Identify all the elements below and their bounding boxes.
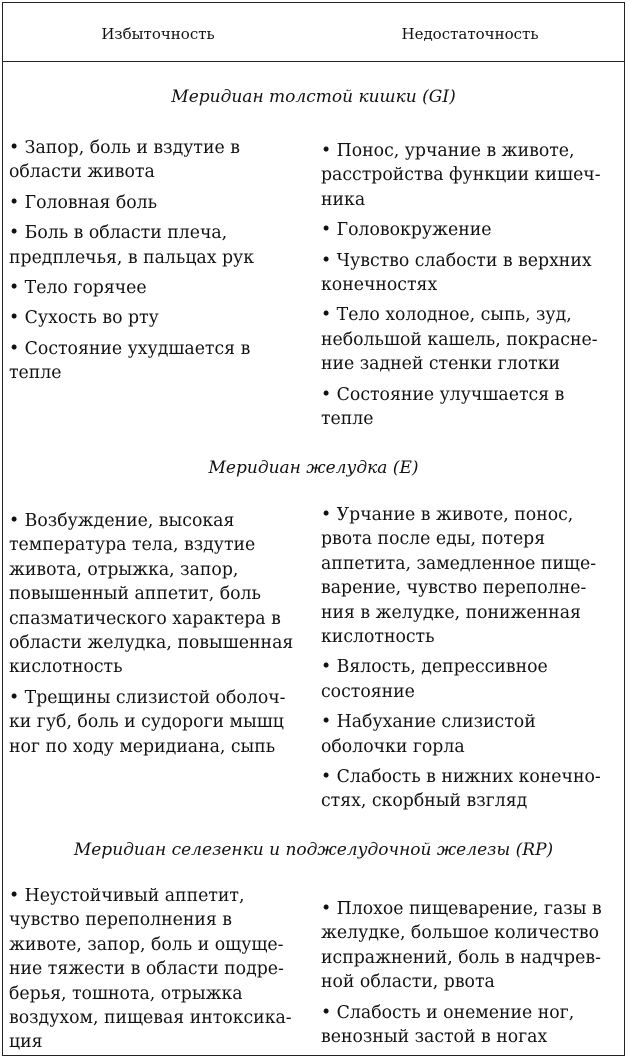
section-3-excess-list [9, 884, 307, 1061]
section-title-stomach: Меридиан желудка (E) [208, 458, 419, 478]
list-item: • Понос, урчание в животе, расстройства функции кишеч- ника [321, 141, 601, 210]
list-item: • Головокружение [321, 220, 492, 241]
list-item: • Состояние улучшается в тепле [321, 384, 565, 430]
header-excess: Избыточность [101, 25, 215, 43]
section-title-large-intestine: Меридиан толстой кишки (GI) [171, 87, 456, 107]
section-2-excess-list [9, 509, 307, 765]
list-item: • Вялость, депрессивное состояние [321, 657, 548, 702]
list-item: • Боль в области плеча, предплечья, в пальцах рук [9, 223, 255, 268]
list-item: • Слабость в нижних конечно- стях, скорбный взгляд [321, 767, 601, 812]
list-item: • Головная боль [9, 192, 158, 213]
header-deficiency: Недостаточность [401, 25, 539, 43]
list-item: • Сухость во рту [9, 308, 159, 329]
list-item: • Плохое пищеварение, газы в желудке, большое количество испражнений, боль в надчрев- ной области, рвота [321, 899, 602, 993]
list-item: • Состояние ухудшается в тепле [9, 338, 251, 384]
list-item: • Тело горячее [9, 278, 147, 299]
table-header [3, 3, 624, 62]
list-item: • Слабость и онемение ног, венозный застой в ногах [321, 1002, 575, 1048]
list-item: • Неустойчивый аппетит, чувство переполнения в животе, запор, боль и ощуще- ние тяжести в области подре- берья, тошнота, отрыжка воздухом, пищевая интоксика- ция [9, 886, 292, 1053]
list-item: • Тело холодное, сыпь, зуд, небольшой кашель, покрасне- ние задней стенки глотки [321, 305, 598, 375]
section-1-deficiency-list [321, 139, 621, 437]
list-item: • Чувство слабости в верхних конечностях [321, 250, 592, 296]
list-item: • Возбуждение, высокая температура тела, вздутие живота, отрыжка, запор, повышенный аппетит, боль спазматического характера в области желудка, повышенная кислотность [9, 511, 294, 678]
section-title-spleen-pancreas: Меридиан селезенки и поджелудочной железы (RP) [73, 840, 554, 860]
list-item: • Запор, боль и вздутие в области живота [9, 138, 240, 183]
list-item: • Набухание слизистой оболочки горла [321, 712, 536, 757]
section-1-excess-list [9, 136, 307, 392]
section-2-deficiency-list [321, 503, 621, 820]
list-item: • Урчание в животе, понос, рвота после еды, потеря аппетита, замедленное пище- варение, чувство переполне- ния в желудке, пониженная кислотность [321, 505, 597, 648]
comparison-table [2, 2, 625, 1056]
list-item: • Трещины слизистой оболоч- ки губ, боль и судороги мышц ног по ходу меридиана, сыпь [9, 687, 286, 757]
section-3-deficiency-list [321, 897, 621, 1055]
